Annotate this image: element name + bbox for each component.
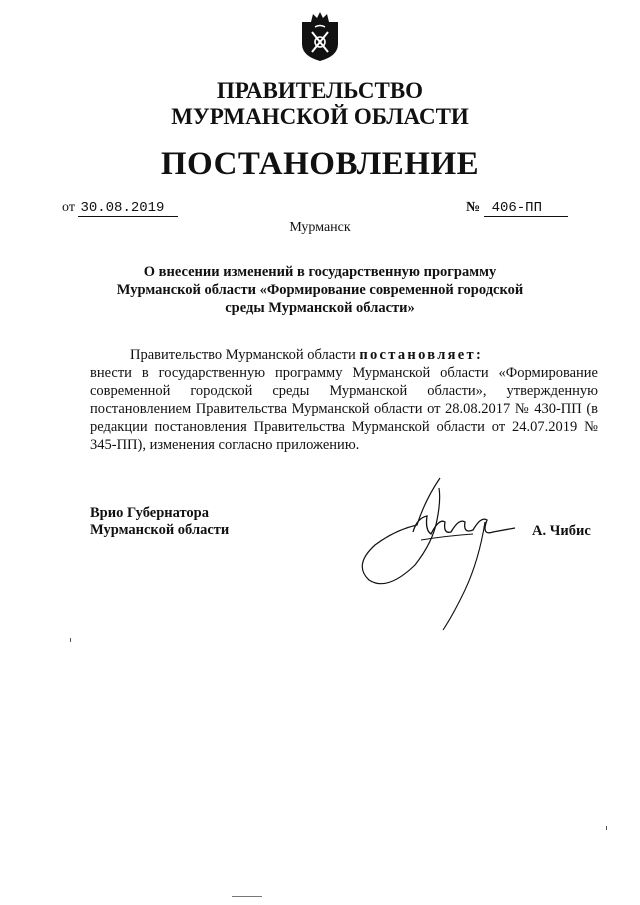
subject-line1: О внесении изменений в государственную программу: [143, 264, 497, 280]
position-line1: Врио Губернатора: [90, 505, 209, 521]
coat-of-arms-icon: [299, 10, 341, 62]
footer-rule: [232, 896, 262, 897]
number-prefix: №: [466, 200, 481, 215]
body-intro-text: Правительство Мурманской области: [130, 347, 360, 363]
document-body: [90, 346, 598, 454]
margin-mark: [606, 826, 607, 830]
subject-line2: Мурманской области «Формирование современной городской: [116, 282, 524, 298]
government-title-line2: МУРМАНСКОЙ ОБЛАСТИ: [171, 104, 469, 129]
subject-line3: среды Мурманской области»: [225, 300, 415, 316]
body-intro: [90, 346, 598, 364]
body-paragraph: внести в государственную программу Мурманской области «Формирование современной городской среды Мурманской области», утвержденную постановлением Правительства Мурманской области от 28.08.2017 № 430-ПП (в редакции постановления Правительства Мурманской области от 24.07.2019 № 345-ПП), изменения согласно приложению.: [90, 365, 598, 453]
body-intro-decree: постановляет:: [359, 347, 484, 363]
signature-icon: [355, 470, 535, 635]
document-number: [466, 200, 568, 217]
document-type-title: ПОСТАНОВЛЕНИЕ: [160, 146, 480, 182]
date-value: 30.08.2019: [78, 200, 178, 217]
date-prefix: от: [62, 200, 75, 215]
number-value: 406-ПП: [484, 200, 568, 217]
government-title-line1: ПРАВИТЕЛЬСТВО: [216, 78, 424, 103]
position-line2: Мурманской области: [90, 522, 230, 538]
document-subject: [90, 263, 550, 317]
signatory-position: [90, 505, 229, 539]
signer-name: А. Чибис: [532, 523, 591, 539]
city-name: Мурманск: [289, 220, 351, 235]
margin-mark: [70, 638, 71, 642]
document-date: [62, 200, 178, 217]
